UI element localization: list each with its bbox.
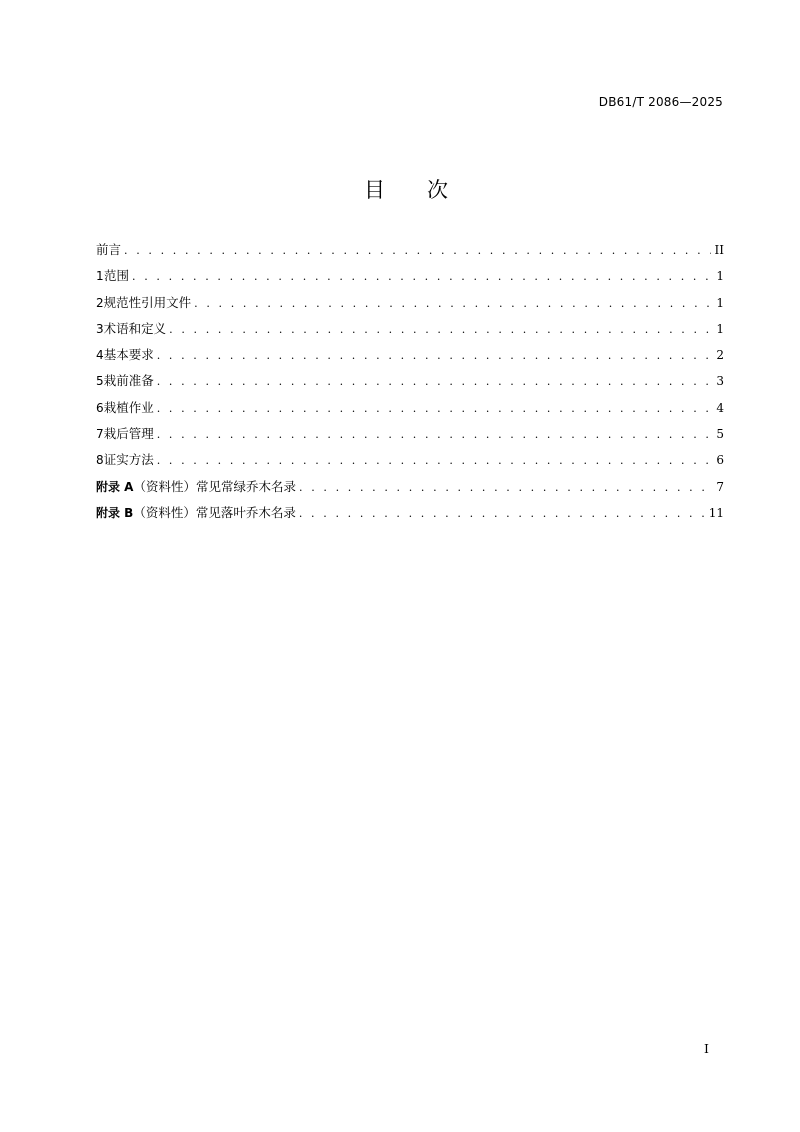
toc-entry-page: 1 (716, 269, 724, 284)
document-code: DB61/T 2086—2025 (598, 95, 723, 109)
toc-entry-7[interactable] (96, 424, 724, 450)
toc-entry-number: 7 (96, 427, 104, 442)
toc-entry-number: 1 (96, 269, 104, 284)
toc-entry-number: 4 (96, 348, 104, 363)
appendix-type: （资料性） (133, 504, 196, 520)
toc-entry-number: 3 (96, 321, 104, 336)
toc-entry-number: 2 (96, 295, 104, 310)
toc-entry-title: 常见常绿乔木名录 (195, 478, 296, 494)
toc-entry-page: 2 (716, 348, 724, 363)
toc-entry-foreword[interactable] (96, 240, 724, 266)
toc-entry-5[interactable] (96, 371, 724, 397)
toc-entry-title: 规范性引用文件 (103, 294, 192, 310)
toc-entry-title: 证实方法 (103, 452, 154, 468)
dot-leader (157, 375, 713, 388)
dot-leader (299, 481, 712, 494)
toc-entry-appendix-b[interactable] (96, 503, 724, 529)
toc-entry-page: 3 (716, 374, 724, 389)
appendix-label: 附录 B (96, 505, 134, 520)
toc-entry-page: II (714, 243, 724, 257)
toc-entry-page: 4 (716, 400, 724, 415)
appendix-label: 附录 A (96, 479, 134, 494)
table-of-contents (96, 240, 724, 529)
toc-entry-number: 5 (96, 374, 104, 389)
dot-leader (124, 244, 711, 257)
toc-entry-number: 6 (96, 400, 104, 415)
toc-entry-8[interactable] (96, 450, 724, 476)
toc-entry-2[interactable] (96, 293, 724, 319)
dot-leader (157, 402, 713, 415)
dot-leader (194, 297, 712, 310)
dot-leader (157, 349, 713, 362)
toc-entry-title: 基本要求 (103, 347, 154, 363)
toc-entry-page: 11 (708, 505, 724, 520)
toc-heading-part-2: 次 (427, 178, 448, 202)
toc-entry-6[interactable] (96, 398, 724, 424)
page-number: I (704, 1041, 709, 1056)
appendix-type: （资料性） (133, 478, 196, 494)
toc-entry-page: 1 (716, 295, 724, 310)
toc-entry-number: 8 (96, 453, 104, 468)
dot-leader (157, 428, 713, 441)
toc-entry-title: 常见落叶乔木名录 (195, 504, 296, 520)
toc-entry-appendix-a[interactable] (96, 477, 724, 503)
toc-entry-title: 前言 (96, 242, 122, 257)
toc-entry-title: 术语和定义 (103, 320, 167, 336)
toc-entry-1[interactable] (96, 266, 724, 292)
toc-entry-title: 栽前准备 (103, 373, 154, 389)
toc-entry-title: 范围 (104, 268, 130, 284)
dot-leader (299, 507, 705, 520)
toc-entry-page: 1 (716, 321, 724, 336)
toc-entry-4[interactable] (96, 345, 724, 371)
toc-heading (0, 174, 800, 204)
toc-entry-page: 6 (716, 453, 724, 468)
toc-entry-title: 栽植作业 (103, 399, 154, 415)
toc-heading-part-1: 目 (364, 178, 385, 202)
toc-entry-3[interactable] (96, 319, 724, 345)
dot-leader (169, 323, 712, 336)
toc-entry-title: 栽后管理 (103, 426, 154, 442)
dot-leader (157, 454, 713, 467)
toc-entry-page: 7 (716, 479, 724, 494)
toc-entry-page: 5 (716, 427, 724, 442)
dot-leader (132, 270, 712, 283)
